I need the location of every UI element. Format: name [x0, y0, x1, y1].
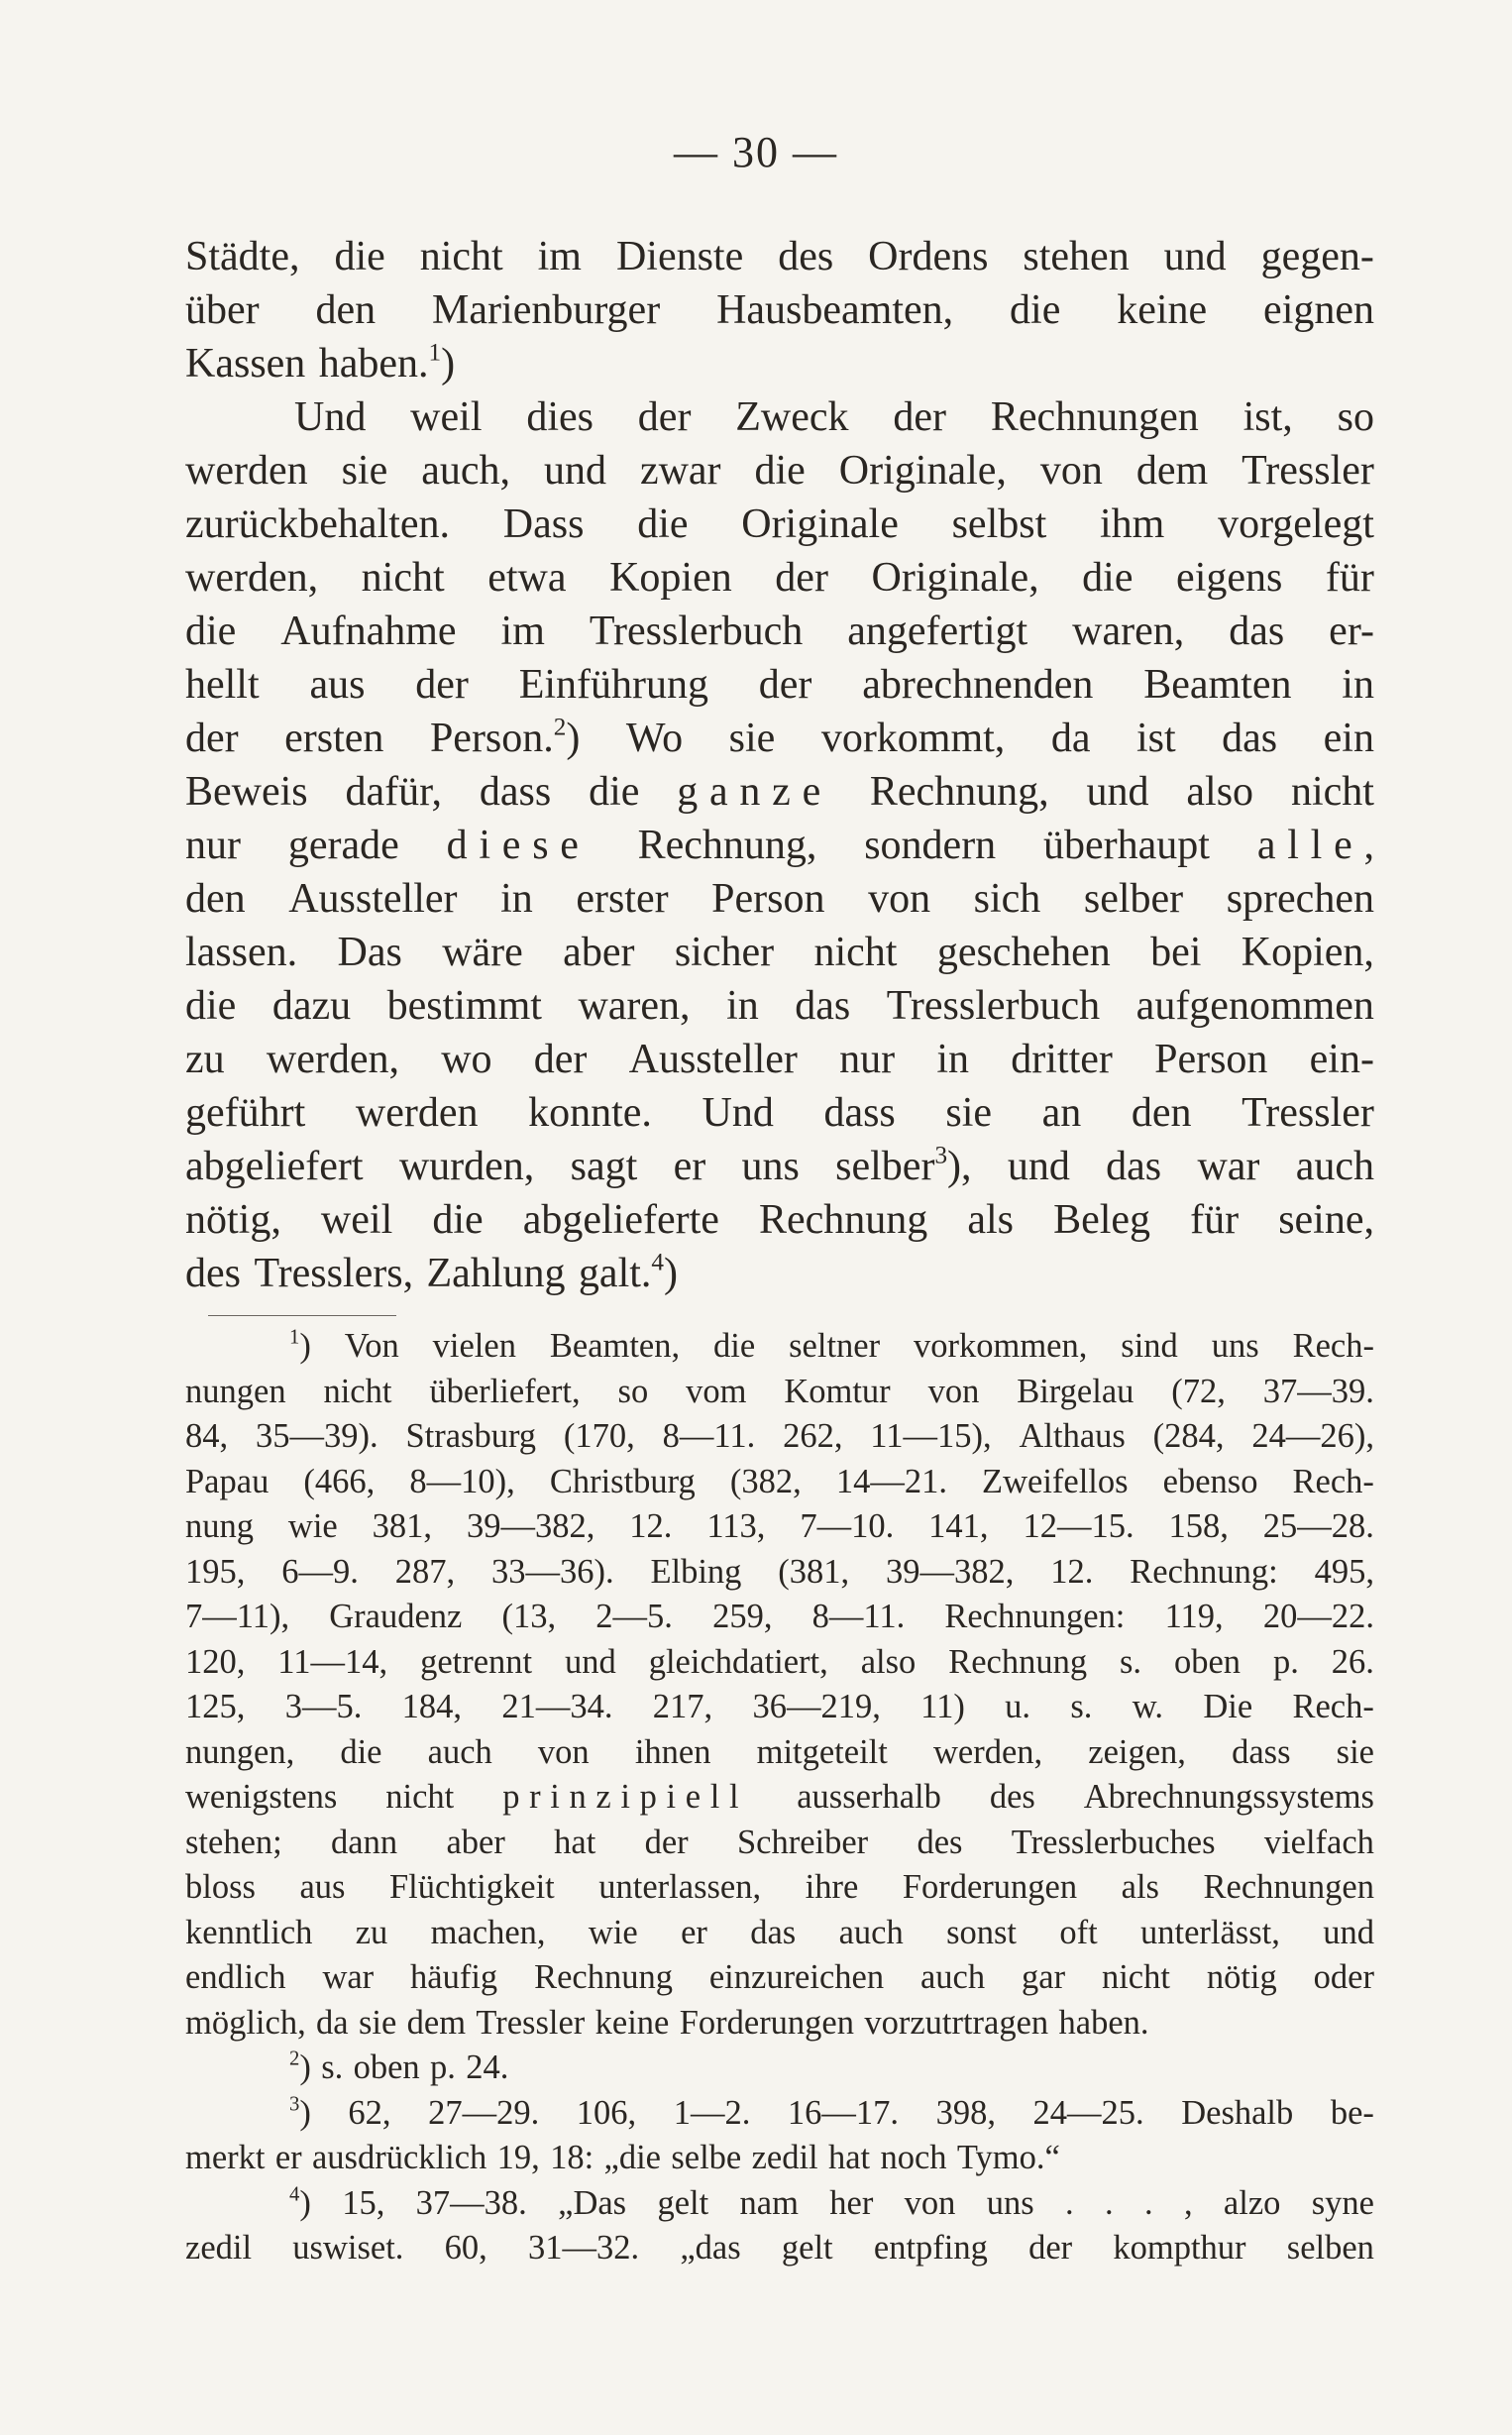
footnote-line: nung wie 381, 39—382, 12. 113, 7—10. 141, 12—15. 158, 25—28. [185, 1507, 1374, 1545]
footnote-line: bloss aus Flüchtigkeit unterlassen, ihre Forderungen als Rechnungen [185, 1868, 1374, 1906]
footnotes [185, 1324, 1374, 2271]
footnote-line: $^1$) Von vielen Beamten, die seltner vorkommen, sind uns Rech- [289, 1326, 1374, 1365]
footnote-line: $^4$) 15, 37—38. „Das gelt nam her von uns . . . , alzo syne [289, 2183, 1374, 2222]
footnote-line: 195, 6—9. 287, 33—36). Elbing (381, 39—382, 12. Rechnung: 495, [185, 1552, 1374, 1591]
body-line: Beweis dafür, dass die ganze Rechnung, und also nicht [185, 769, 1374, 815]
body-line: nötig, weil die abgelieferte Rechnung als Beleg für seine, [185, 1197, 1374, 1243]
footnote-line: möglich, da sie dem Tressler keine Forderungen vorzutrtragen haben. [185, 2003, 1149, 2042]
body-line: hellt aus der Einführung der abrechnenden Beamten in [185, 662, 1374, 708]
body-line: der ersten Person.$^2$) Wo sie vorkommt, da ist das ein [185, 714, 1374, 761]
footnote-line: 84, 35—39). Strasburg (170, 8—11. 262, 11—15), Althaus (284, 24—26), [185, 1417, 1374, 1455]
footnote-rule [208, 1315, 396, 1316]
footnote-line: $^3$) 62, 27—29. 106, 1—2. 16—17. 398, 24—25. Deshalb be- [289, 2093, 1374, 2132]
footnote-line: endlich war häufig Rechnung einzureichen auch gar nicht nötig oder [185, 1958, 1374, 1996]
footnote-line: zedil uswiset. 60, 31—32. „das gelt entpfing der kompthur selben [185, 2229, 1374, 2267]
footnote-line: stehen; dann aber hat der Schreiber des Tresslerbuches vielfach [185, 1823, 1374, 1861]
footnote-line: nungen, die auch von ihnen mitgeteilt werden, zeigen, dass sie [185, 1732, 1374, 1771]
footnote-line: 125, 3—5. 184, 21—34. 217, 36—219, 11) u. s. w. Die Rech- [185, 1688, 1374, 1725]
body-line: die dazu bestimmt waren, in das Tresslerbuch aufgenommen [185, 983, 1374, 1029]
footnote-line: nungen nicht überliefert, so vom Komtur von Birgelau (72, 37—39. [185, 1372, 1374, 1410]
body-line: zurückbehalten. Dass die Originale selbst ihm vorgelegt [185, 501, 1374, 547]
page-number: — 30 — [674, 128, 838, 176]
footnote-line: $^2$) s. oben p. 24. [289, 2048, 509, 2086]
body-line: geführt werden konnte. Und dass sie an den Tressler [185, 1090, 1374, 1136]
body-line: Und weil dies der Zweck der Rechnungen ist, so [294, 394, 1374, 440]
footnote-line: wenigstens nicht prinzipiell ausserhalb des Abrechnungssystems [185, 1778, 1374, 1816]
body-line: lassen. Das wäre aber sicher nicht geschehen bei Kopien, [185, 930, 1374, 975]
footnote-line: merkt er ausdrücklich 19, 18: „die selbe zedil hat noch Tymo.“ [185, 2139, 1060, 2176]
body-line: nur gerade diese Rechnung, sondern überhaupt alle, [185, 823, 1374, 868]
body-line: des Tresslers, Zahlung galt.$^4$) [185, 1249, 678, 1296]
body-line: Kassen haben.$^1$) [185, 339, 456, 387]
body-line: zu werden, wo der Aussteller nur in dritter Person ein- [185, 1037, 1374, 1082]
footnote-line: kenntlich zu machen, wie er das auch sonst oft unterlässt, und [185, 1913, 1374, 1951]
body-line: die Aufnahme im Tresslerbuch angefertigt waren, das er- [185, 609, 1374, 654]
main-text [185, 230, 1374, 1300]
body-line: den Aussteller in erster Person von sich selber sprechen [185, 876, 1374, 922]
body-line: werden sie auch, und zwar die Originale, von dem Tressler [185, 448, 1374, 494]
body-line: werden, nicht etwa Kopien der Originale, die eigens für [185, 555, 1374, 601]
body-line: über den Marienburger Hausbeamten, die keine eignen [185, 287, 1374, 333]
footnote-line: 7—11), Graudenz (13, 2—5. 259, 8—11. Rechnungen: 119, 20—22. [185, 1598, 1374, 1635]
body-line: Städte, die nicht im Dienste des Ordens stehen und gegen- [185, 234, 1374, 279]
body-line: abgeliefert wurden, sagt er uns selber$^3$), und das war auch [185, 1142, 1374, 1189]
footnote-line: Papau (466, 8—10), Christburg (382, 14—21. Zweifellos ebenso Rech- [185, 1462, 1374, 1500]
footnote-line: 120, 11—14, getrennt und gleichdatiert, also Rechnung s. oben p. 26. [185, 1642, 1374, 1681]
